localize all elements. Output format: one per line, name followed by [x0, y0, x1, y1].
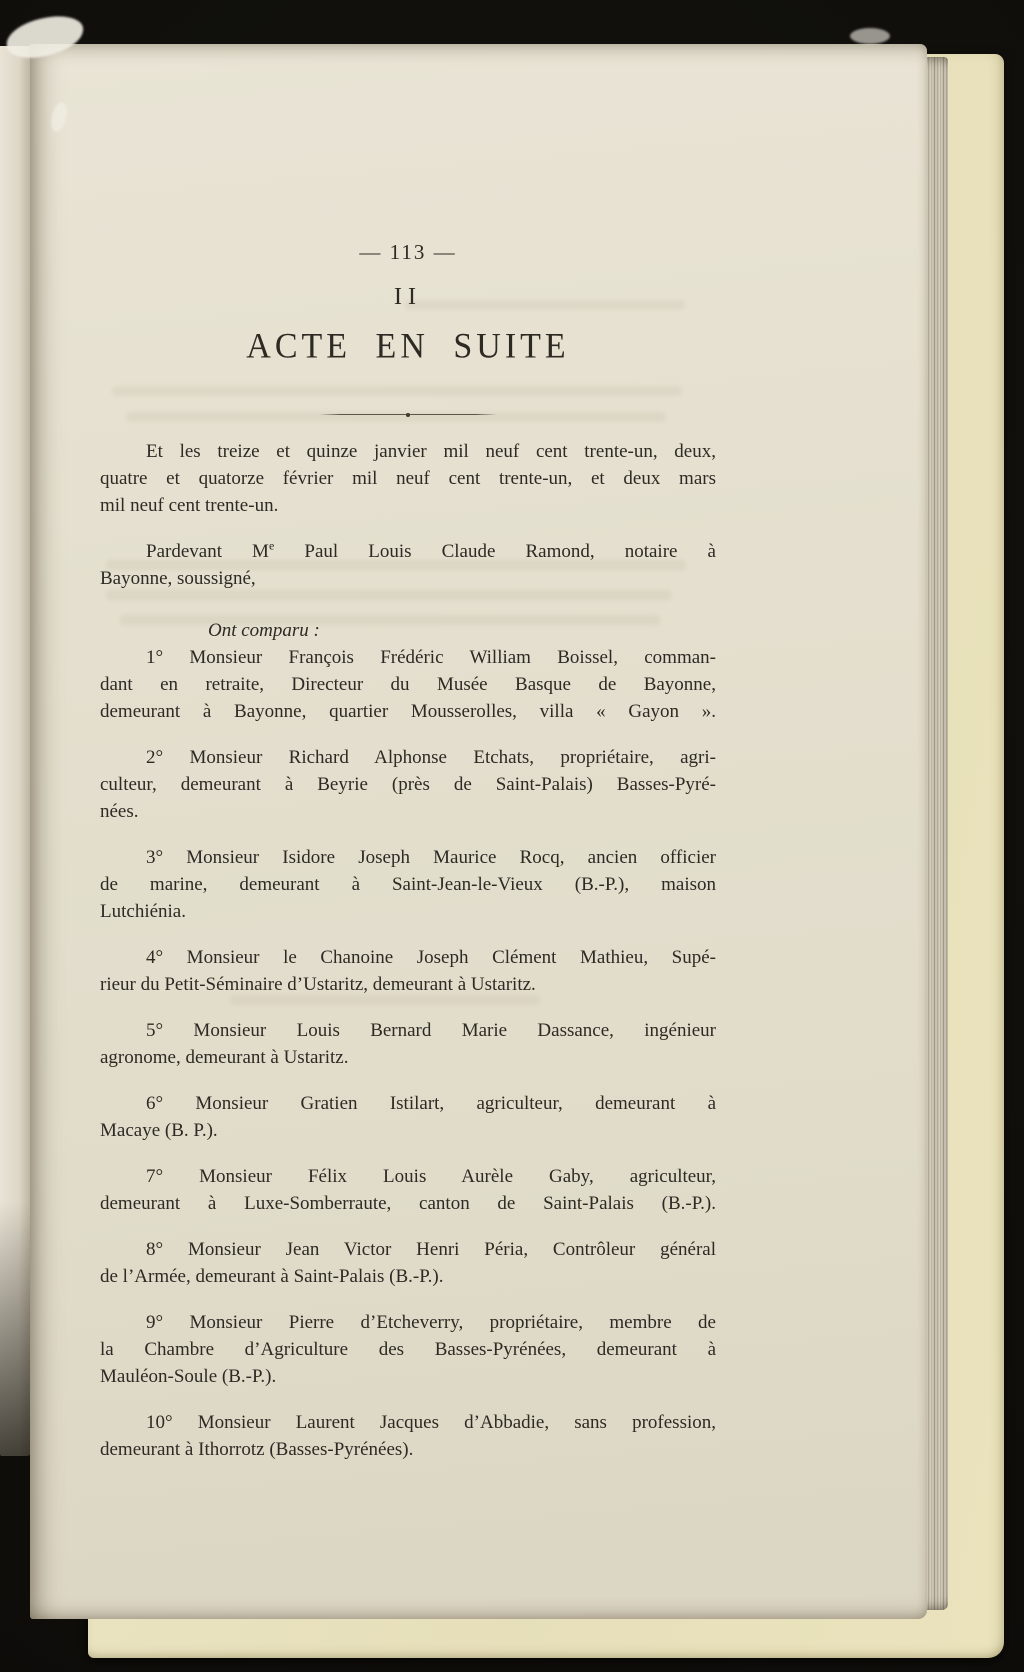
previous-page-edge	[0, 46, 34, 1456]
text-line: de marine, demeurant à Saint-Jean-le-Vieux (B.-P.), maison	[100, 874, 716, 895]
text-line: de l’Armée, demeurant à Saint-Palais (B.-P.).	[100, 1266, 444, 1287]
text-line: 9° Monsieur Pierre d’Etcheverry, propriétaire, membre de	[146, 1312, 716, 1333]
text-line: Bayonne, soussigné,	[100, 568, 256, 589]
section-number: II	[394, 284, 422, 310]
text-line: Mauléon-Soule (B.-P.).	[100, 1366, 277, 1387]
scanned-page	[30, 44, 927, 1619]
text-line: 3° Monsieur Isidore Joseph Maurice Rocq, ancien officier	[146, 847, 716, 868]
text-line: 7° Monsieur Félix Louis Aurèle Gaby, agriculteur,	[146, 1166, 716, 1187]
text-line	[100, 538, 716, 565]
text-line: rieur du Petit-Séminaire d’Ustaritz, demeurant à Ustaritz.	[100, 974, 536, 995]
text-line: 10° Monsieur Laurent Jacques d’Abbadie, sans profession,	[146, 1412, 716, 1433]
text-line: quatre et quatorze février mil neuf cent trente-un, et deux mars	[100, 468, 716, 489]
text-line: dant en retraite, Directeur du Musée Basque de Bayonne,	[100, 674, 716, 695]
text-line: nées.	[100, 801, 139, 822]
comparu-label: Ont comparu :	[208, 620, 320, 641]
paper-fibre	[850, 28, 890, 44]
text-line: demeurant à Bayonne, quartier Mousserolles, villa « Gayon ».	[100, 701, 716, 722]
act-body	[100, 438, 716, 1463]
text-line: 2° Monsieur Richard Alphonse Etchats, propriétaire, agri-	[146, 747, 716, 768]
text-line: agronome, demeurant à Ustaritz.	[100, 1047, 349, 1068]
text-line: Lutchiénia.	[100, 901, 186, 922]
text-line: culteur, demeurant à Beyrie (près de Saint-Palais) Basses-Pyré-	[100, 774, 716, 795]
text-line: 4° Monsieur le Chanoine Joseph Clément Mathieu, Supé-	[146, 947, 716, 968]
notary-line-post: Paul Louis Claude Ramond, notaire à	[304, 541, 716, 562]
text-line: la Chambre d’Agriculture des Basses-Pyrénées, demeurant à	[100, 1339, 716, 1360]
text-line: demeurant à Ithorrotz (Basses-Pyrénées).	[100, 1439, 414, 1460]
text-line: 8° Monsieur Jean Victor Henri Péria, Contrôleur général	[146, 1239, 716, 1260]
text-line: 5° Monsieur Louis Bernard Marie Dassance, ingénieur	[146, 1020, 716, 1041]
page-text	[100, 240, 716, 1482]
text-line: 6° Monsieur Gratien Istilart, agriculteur, demeurant à	[146, 1093, 716, 1114]
text-line: 1° Monsieur François Frédéric William Boissel, comman-	[146, 647, 716, 668]
notary-line-pre: Pardevant M	[146, 541, 269, 562]
text-line: Et les treize et quinze janvier mil neuf cent trente-un, deux,	[146, 441, 716, 462]
text-line: Macaye (B. P.).	[100, 1120, 218, 1141]
text-line: demeurant à Luxe-Somberraute, canton de Saint-Palais (B.-P.).	[100, 1193, 716, 1214]
text-line: mil neuf cent trente-un.	[100, 495, 279, 516]
act-title: ACTE EN SUITE	[246, 326, 570, 367]
divider-rule	[319, 412, 497, 417]
superscript-e: e	[268, 538, 275, 553]
page-number: — 113 —	[359, 240, 457, 264]
